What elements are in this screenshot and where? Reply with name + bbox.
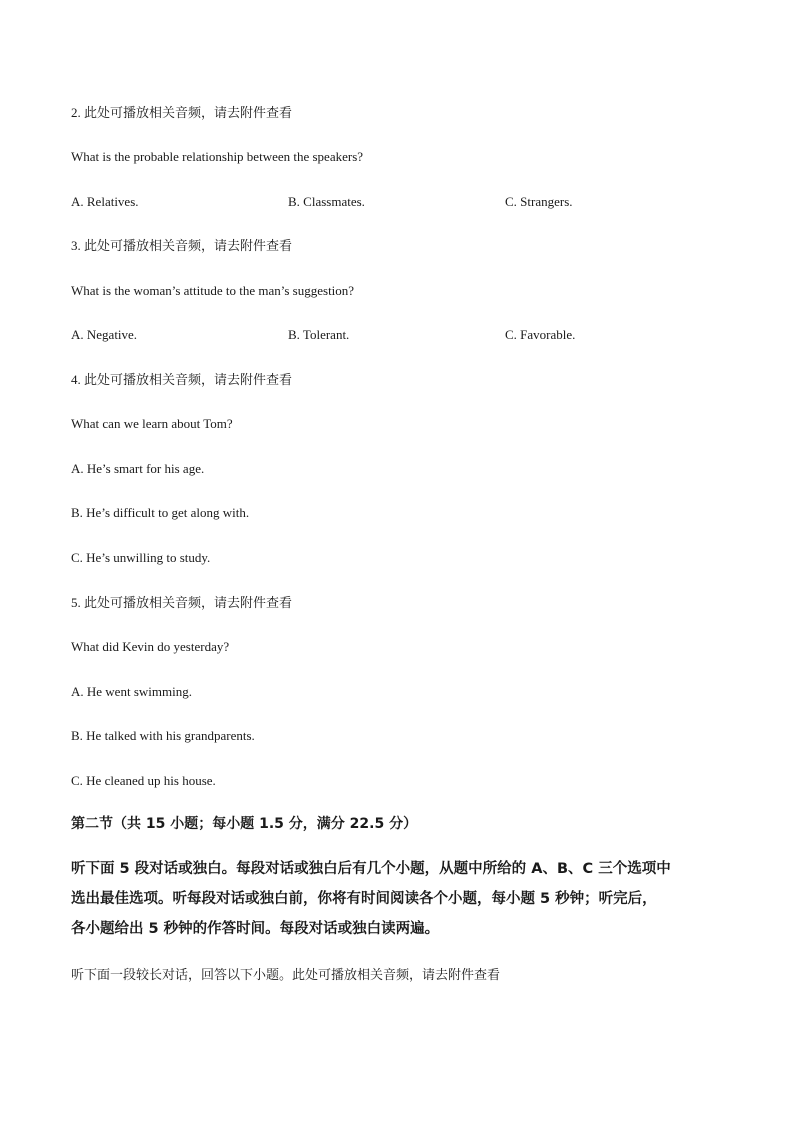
question-3-audio-note: 此处可播放相关音频，请去附件查看 — [84, 239, 293, 254]
question-4-audio-note: 此处可播放相关音频，请去附件查看 — [84, 373, 293, 388]
question-5-audio-note: 此处可播放相关音频，请去附件查看 — [84, 596, 293, 611]
question-4-option-a: A. He’s smart for his age. — [71, 461, 205, 476]
question-3-number: 3. — [71, 238, 81, 253]
question-2-header — [71, 105, 292, 122]
question-4-header — [71, 372, 292, 389]
question-4-text: What can we learn about Tom? — [71, 416, 233, 431]
section-prompt: 听下面一段较长对话，回答以下小题。此处可播放相关音频，请去附件查看 — [71, 968, 501, 983]
question-5-text: What did Kevin do yesterday? — [71, 639, 230, 654]
section-instructions — [71, 854, 731, 944]
question-3-option-a: A. Negative. — [71, 327, 138, 342]
question-5-number: 5. — [71, 595, 81, 610]
question-5-header — [71, 595, 292, 612]
question-4-option-c: C. He’s unwilling to study. — [71, 550, 211, 565]
question-4-option-b: B. He’s difficult to get along with. — [71, 505, 250, 520]
question-3-option-c: C. Favorable. — [505, 327, 576, 342]
question-3-header — [71, 238, 292, 255]
instruction-line-3: 各小题给出 5 秒钟的作答时间。每段对话或独白读两遍。 — [71, 921, 440, 937]
question-4-number: 4. — [71, 372, 81, 387]
question-2-option-c: C. Strangers. — [505, 194, 573, 209]
question-2-number: 2. — [71, 105, 81, 120]
section-title: 第二节（共 15 小题；每小题 1.5 分，满分 22.5 分） — [71, 816, 418, 832]
question-3-option-b: B. Tolerant. — [288, 327, 350, 342]
question-5-option-a: A. He went swimming. — [71, 684, 192, 699]
question-2-text: What is the probable relationship between the speakers? — [71, 149, 364, 164]
question-2-audio-note: 此处可播放相关音频，请去附件查看 — [84, 106, 293, 121]
instruction-line-1: 听下面 5 段对话或独白。每段对话或独白后有几个小题，从题中所给的 A、B、C 三个选项中 — [71, 861, 671, 877]
question-2-option-a: A. Relatives. — [71, 194, 139, 209]
question-5-option-b: B. He talked with his grandparents. — [71, 728, 255, 743]
question-2-option-b: B. Classmates. — [288, 194, 365, 209]
question-5-option-c: C. He cleaned up his house. — [71, 773, 216, 788]
instruction-line-2: 选出最佳选项。听每段对话或独白前，你将有时间阅读各个小题，每小题 5 秒钟；听完后， — [71, 891, 657, 907]
question-3-text: What is the woman’s attitude to the man’s suggestion? — [71, 283, 355, 298]
